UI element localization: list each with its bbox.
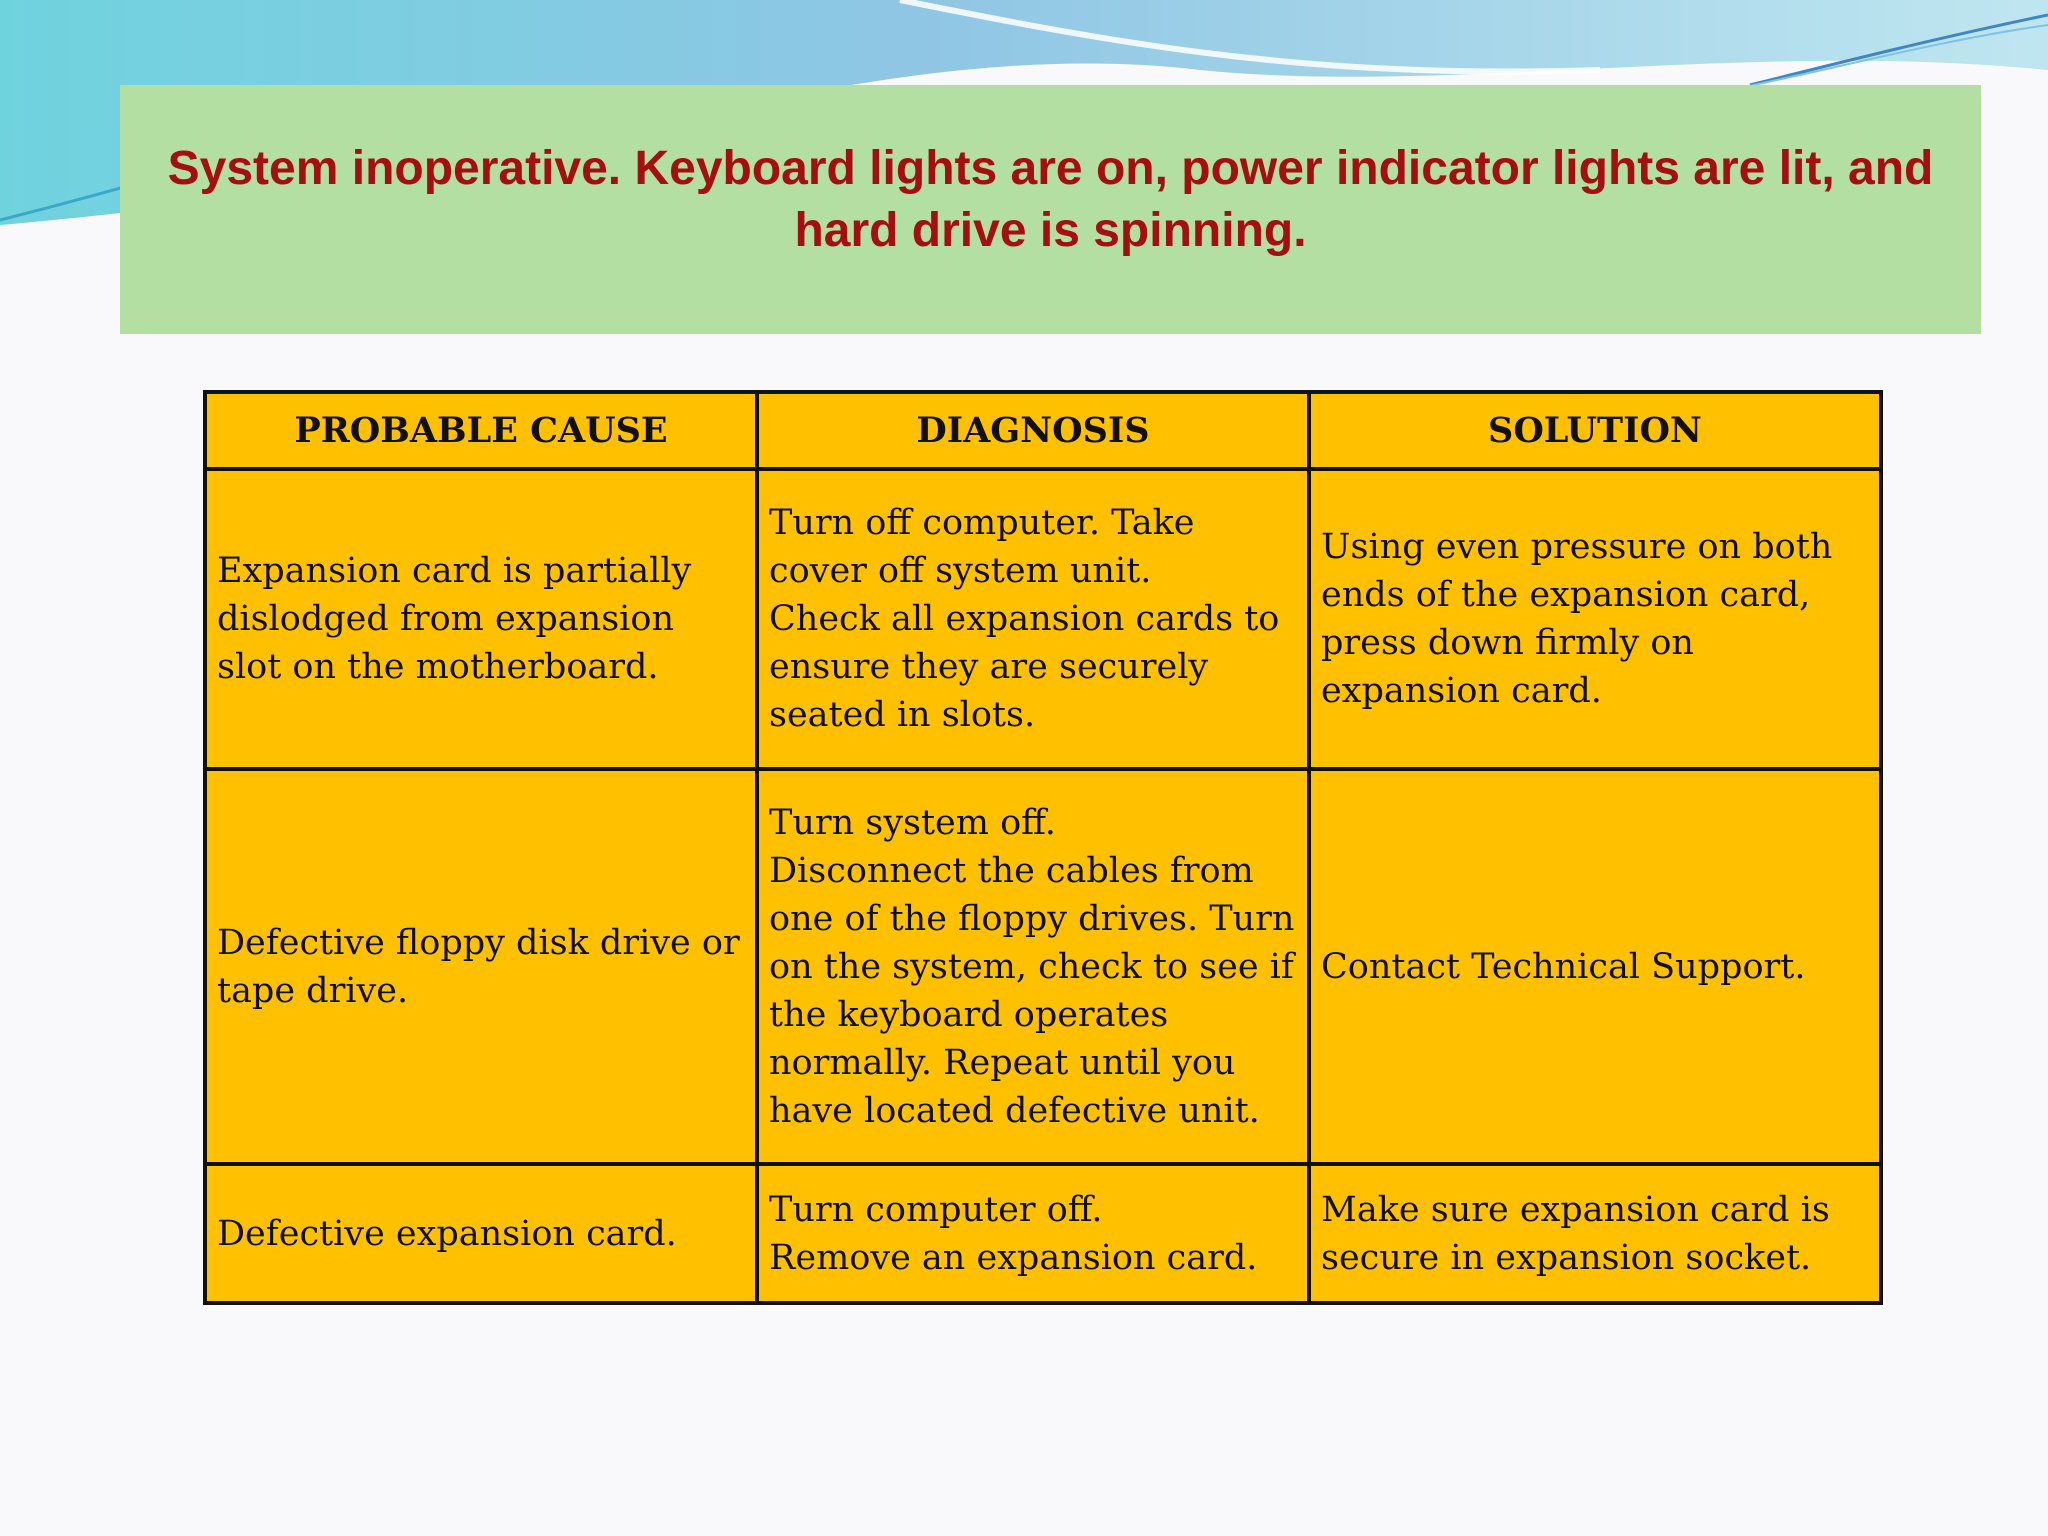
diagnosis-cell: Turn system off. Disconnect the cables from one of the floppy drives. Turn on the system, check to see if the keyboard operates normally. Repeat until you have located defective unit. (757, 769, 1309, 1164)
table-row (205, 1164, 1881, 1303)
table-row (205, 469, 1881, 769)
diagnosis-cell: Turn computer off. Remove an expansion card. (757, 1164, 1309, 1303)
title-banner (120, 85, 1981, 334)
header-diagnosis: DIAGNOSIS (757, 392, 1309, 469)
solution-cell: Using even pressure on both ends of the expansion card, press down firmly on expansion card. (1309, 469, 1881, 769)
header-probable-cause: PROBABLE CAUSE (205, 392, 757, 469)
header-solution: SOLUTION (1309, 392, 1881, 469)
table-header-row (205, 392, 1881, 469)
table-row (205, 769, 1881, 1164)
diagnosis-cell: Turn off computer. Take cover off system unit. Check all expansion cards to ensure they are securely seated in slots. (757, 469, 1309, 769)
cause-cell: Defective expansion card. (205, 1164, 757, 1303)
cause-cell: Expansion card is partially dislodged from expansion slot on the motherboard. (205, 469, 757, 769)
solution-cell: Contact Technical Support. (1309, 769, 1881, 1164)
cause-cell: Defective floppy disk drive or tape drive. (205, 769, 757, 1164)
slide-title: System inoperative. Keyboard lights are on, power indicator lights are lit, and hard drive is spinning. (167, 141, 1934, 257)
troubleshooting-table (203, 390, 1883, 1305)
solution-cell: Make sure expansion card is secure in expansion socket. (1309, 1164, 1881, 1303)
